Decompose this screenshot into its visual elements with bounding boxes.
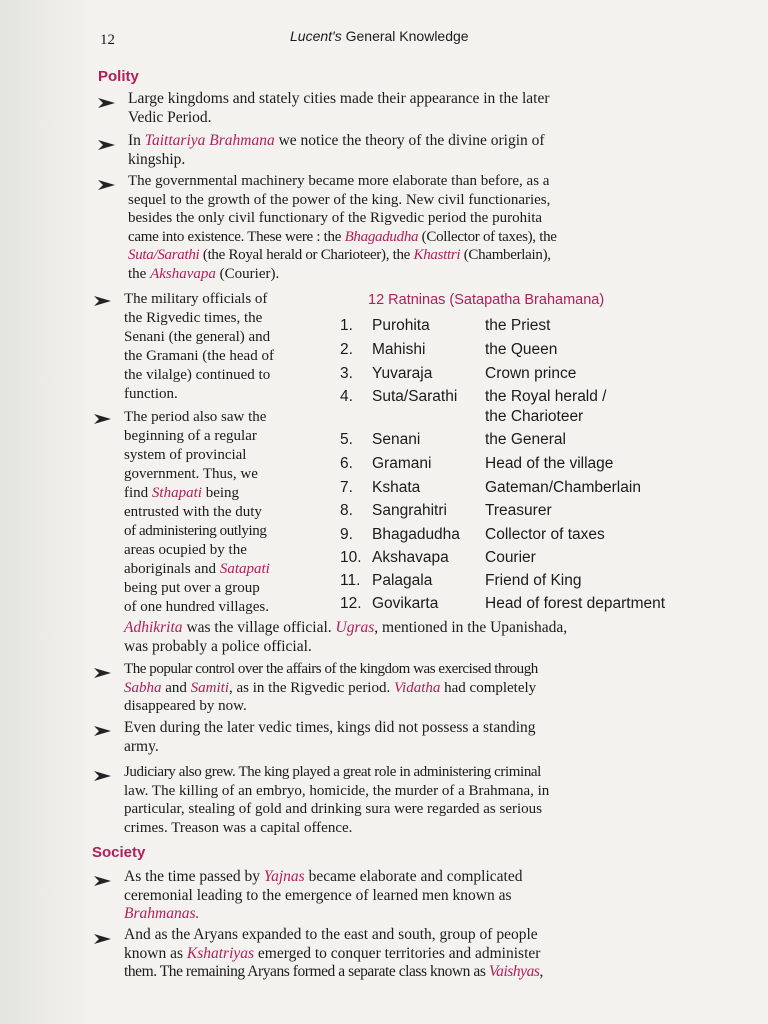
term-khasttri: Khasttri <box>413 247 461 263</box>
row-number: 11. <box>340 572 361 589</box>
text-line: Even during the later vedic times, kings did not possess a standing <box>124 719 536 736</box>
table-row <box>340 455 700 477</box>
row-number: 4. <box>340 388 353 405</box>
row-role: Head of forest department <box>485 595 666 612</box>
page-header <box>100 28 700 52</box>
arrow-bullet-icon <box>97 96 117 110</box>
row-role: Treasurer <box>485 502 552 519</box>
table-row <box>340 317 700 339</box>
text-line: system of provincial <box>124 447 247 463</box>
table-row <box>340 431 700 453</box>
text-span: (the Royal herald or Charioteer), the <box>199 247 414 263</box>
text-span: was the village official. <box>182 619 336 636</box>
text-line: disappeared by now. <box>124 698 247 714</box>
text-line <box>124 484 329 503</box>
row-role: Gateman/Chamberlain <box>485 479 641 496</box>
text-line: ceremonial leading to the emergence of learned men known as <box>124 886 512 904</box>
text-line: particular, stealing of gold and drinking sura were regarded as serious <box>124 801 543 817</box>
table-row <box>340 502 700 524</box>
row-role: Head of the village <box>485 455 614 472</box>
table-row <box>340 341 700 363</box>
row-number: 5. <box>340 431 353 448</box>
text-line <box>124 560 329 579</box>
row-number: 6. <box>340 455 353 472</box>
paragraph-governmental-machinery <box>128 172 696 283</box>
text-span: being <box>201 485 240 501</box>
row-name: Akshavapa <box>372 549 449 566</box>
row-name: Mahishi <box>372 341 426 358</box>
text-line: The period also saw the <box>124 409 267 425</box>
text-line: law. The killing of an embryo, homicide, the murder of a Brahmana, in <box>124 782 550 799</box>
row-name: Palagala <box>372 572 433 589</box>
text-line <box>128 265 696 284</box>
row-name: Sangrahitri <box>372 502 447 519</box>
text-line: entrusted with the duty <box>124 504 262 520</box>
text-span: became elaborate and complicated <box>304 868 523 885</box>
row-name: Suta/Sarathi <box>372 388 458 405</box>
row-name: Senani <box>372 431 421 448</box>
row-role: the Queen <box>485 341 558 358</box>
text-line <box>124 963 696 982</box>
text-span: the <box>128 265 151 282</box>
text-line <box>128 132 696 151</box>
row-number: 9. <box>340 526 353 543</box>
text-line: was probably a police official. <box>124 638 312 655</box>
row-number: 1. <box>340 317 353 334</box>
text-line: kingship. <box>128 150 186 168</box>
term-kshatriyas: Kshatriyas <box>186 944 255 962</box>
arrow-bullet-icon <box>97 138 117 152</box>
text-line: of administering outlying <box>124 523 267 539</box>
row-name: Kshata <box>372 479 421 496</box>
text-line: Judiciary also grew. The king played a great role in administering criminal <box>124 764 541 780</box>
row-number: 12. <box>340 595 362 612</box>
paragraph-provincial-government <box>124 408 329 617</box>
row-role: Courier <box>485 549 536 566</box>
text-line <box>124 945 696 964</box>
text-span: aboriginals and <box>124 561 220 577</box>
text-line: of one hundred villages. <box>124 599 269 615</box>
term-bhagadudha: Bhagadudha <box>344 228 419 245</box>
text-line: And as the Aryans expanded to the east and south, group of people <box>124 926 538 943</box>
text-span: came into existence. These were : the <box>128 228 345 245</box>
arrow-bullet-icon <box>93 294 113 308</box>
paragraph-military-officials <box>124 290 329 404</box>
text-line: crimes. Treason was a capital offence. <box>124 819 353 836</box>
paragraph-yajnas <box>124 868 696 924</box>
arrow-bullet-icon <box>93 666 113 680</box>
table-row <box>340 388 700 430</box>
text-span: As the time passed by <box>124 868 264 885</box>
text-line: Large kingdoms and stately cities made their appearance in the later <box>128 90 550 107</box>
text-line: besides the only civil functionary of the Rigvedic period the purohita <box>128 210 543 226</box>
table-row <box>340 526 700 548</box>
table-row <box>340 365 700 387</box>
running-title-italic: Lucent's <box>290 28 342 44</box>
text-line: function. <box>124 386 178 402</box>
row-name: Govikarta <box>372 595 439 612</box>
text-line: The popular control over the affairs of the kingdom was exercised through <box>124 661 538 677</box>
row-role: Crown prince <box>485 365 577 382</box>
term-vaishyas: Vaishyas <box>488 963 540 980</box>
row-role: Collector of taxes <box>485 526 605 543</box>
table-row <box>340 572 700 594</box>
row-number: 2. <box>340 341 353 358</box>
arrow-bullet-icon <box>93 412 113 426</box>
paragraph-standing-army <box>124 719 696 756</box>
text-span: In <box>128 132 145 149</box>
row-role: the Royal herald / <box>485 388 607 405</box>
text-span: (Collector of taxes), the <box>418 228 557 245</box>
running-title <box>290 28 469 44</box>
text-line: the Rigvedic times, the <box>124 310 263 326</box>
arrow-bullet-icon <box>93 724 113 738</box>
text-span: , mentioned in the Upanishada, <box>374 619 568 636</box>
text-line <box>128 246 696 265</box>
text-span: had completely <box>440 679 537 696</box>
text-line: the vilalge) continued to <box>124 367 271 383</box>
text-span: and <box>161 679 191 696</box>
term-adhikrita: Adhikrita <box>124 619 183 636</box>
paragraph-aryans-expanded <box>124 926 696 982</box>
text-span: , <box>539 963 543 980</box>
row-number: 8. <box>340 502 353 519</box>
section-heading-polity: Polity <box>98 68 139 85</box>
row-name: Gramani <box>372 455 432 472</box>
text-line: Vedic Period. <box>128 108 212 126</box>
row-role-continued: the Charioteer <box>485 408 584 425</box>
running-title-rest: General Knowledge <box>341 28 469 44</box>
arrow-bullet-icon <box>93 769 113 783</box>
term-satapati: Satapati <box>219 561 270 577</box>
text-line: beginning of a regular <box>124 428 257 444</box>
row-name: Yuvaraja <box>372 365 433 382</box>
row-role: the General <box>485 431 566 448</box>
paragraph-large-kingdoms <box>128 90 696 127</box>
table-row <box>340 595 700 617</box>
term-sabha: Sabha <box>124 679 162 696</box>
text-line: the Gramani (the head of <box>124 348 274 364</box>
ratninas-table-title: 12 Ratninas (Satapatha Brahamana) <box>368 292 605 308</box>
text-span: known as <box>124 944 187 962</box>
arrow-bullet-icon <box>93 874 113 888</box>
text-span: (Chamberlain), <box>460 247 551 263</box>
row-role: Friend of King <box>485 572 582 589</box>
table-row <box>340 479 700 501</box>
arrow-bullet-icon <box>97 178 117 192</box>
term-akshavapa: Akshavapa <box>150 265 216 282</box>
term-ugras: Ugras <box>335 619 375 636</box>
row-name: Purohita <box>372 317 430 334</box>
term-vidatha: Vidatha <box>393 679 441 696</box>
text-line: being put over a group <box>124 580 260 596</box>
text-line: army. <box>124 737 159 755</box>
text-line: government. Thus, we <box>124 466 258 482</box>
row-role: the Priest <box>485 317 551 334</box>
text-line: Senani (the general) and <box>124 329 271 345</box>
text-line <box>124 618 696 637</box>
text-span: find <box>124 485 152 501</box>
term-suta-sarathi: Suta/Sarathi <box>128 247 200 263</box>
paragraph-divine-origin <box>128 132 696 169</box>
text-span: , as in the Rigvedic period. <box>229 679 394 696</box>
term-samiti: Samiti <box>190 679 230 696</box>
term-taittariya-brahmana: Taittariya Brahmana <box>144 132 275 149</box>
term-yajnas: Yajnas <box>263 868 305 885</box>
page-number: 12 <box>100 32 115 48</box>
table-row <box>340 549 700 571</box>
text-span: (Courier). <box>215 265 280 282</box>
text-line <box>124 679 696 698</box>
text-line: sequel to the growth of the power of the king. New civil functionaries, <box>128 191 551 208</box>
text-span: we notice the theory of the divine origin of <box>274 132 545 149</box>
text-line <box>128 228 696 247</box>
row-name: Bhagadudha <box>372 526 460 543</box>
row-number: 3. <box>340 365 353 382</box>
term-sthapati: Sthapati <box>151 485 202 501</box>
paragraph-judiciary <box>124 763 696 837</box>
text-line: areas ocupied by the <box>124 542 247 558</box>
paragraph-village-official <box>124 618 696 656</box>
row-number: 7. <box>340 479 353 496</box>
text-span: them. The remaining Aryans formed a separate class known as <box>124 963 489 980</box>
text-line: The military officials of <box>124 291 268 307</box>
section-heading-society: Society <box>92 844 146 861</box>
paragraph-popular-control <box>124 660 696 716</box>
text-line: The governmental machinery became more elaborate than before, as a <box>128 173 550 189</box>
term-brahmanas: Brahmanas. <box>124 905 200 922</box>
text-span: emerged to conquer territories and administer <box>254 944 541 962</box>
row-number: 10. <box>340 549 362 566</box>
arrow-bullet-icon <box>93 932 113 946</box>
text-line <box>124 868 696 887</box>
